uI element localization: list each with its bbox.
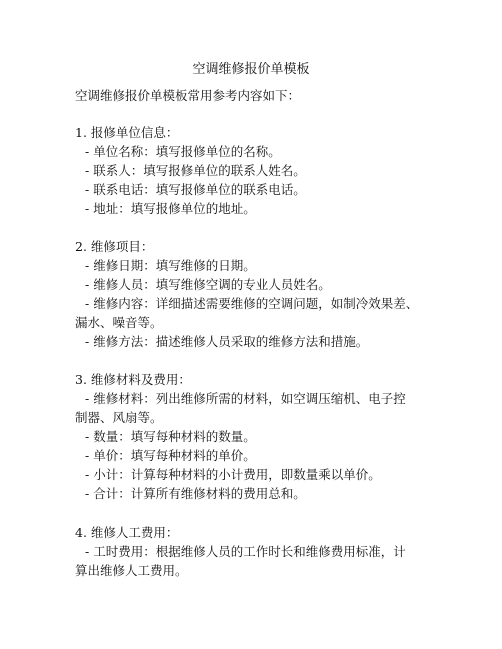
list-item: - 合计：计算所有维修材料的费用总和。 [85,486,306,501]
section-heading: 2. 维修项目： [75,239,154,254]
list-item: - 维修人员：填写维修空调的专业人员姓名。 [85,277,331,292]
list-item: - 维修方法：描述维修人员采取的维修方法和措施。 [85,334,369,349]
list-item: - 联系电话：填写报修单位的联系电话。 [85,182,306,197]
list-item: - 维修内容：详细描述需要维修的空调问题，如制冷效果差、 [85,296,419,311]
list-item: - 数量：填写每种材料的数量。 [85,429,256,444]
list-item: - 地址：填写报修单位的地址。 [85,201,256,216]
list-item: - 维修日期：填写维修的日期。 [85,258,256,273]
list-item: - 小计：计算每种材料的小计费用，即数量乘以单价。 [85,467,381,482]
list-item-continuation: 算出维修人工费用。 [75,563,188,578]
section-heading: 3. 维修材料及费用： [75,372,191,387]
section-heading: 4. 维修人工费用： [75,525,179,540]
list-item: - 单位名称：填写报修单位的名称。 [85,144,281,159]
list-item: - 联系人：填写报修单位的联系人姓名。 [85,163,306,178]
list-item: - 单价：填写每种材料的单价。 [85,448,256,463]
intro-text: 空调维修报价单模板常用参考内容如下： [75,88,301,103]
document-title: 空调维修报价单模板 [192,62,310,77]
section-heading: 1. 报修单位信息： [75,125,179,140]
list-item: - 维修材料：列出维修所需的材料，如空调压缩机、电子控 [85,391,406,406]
list-item: - 工时费用：根据维修人员的工作时长和维修费用标准，计 [85,544,406,559]
list-item-continuation: 制器、风扇等。 [75,410,163,425]
list-item-continuation: 漏水、噪音等。 [75,315,163,330]
